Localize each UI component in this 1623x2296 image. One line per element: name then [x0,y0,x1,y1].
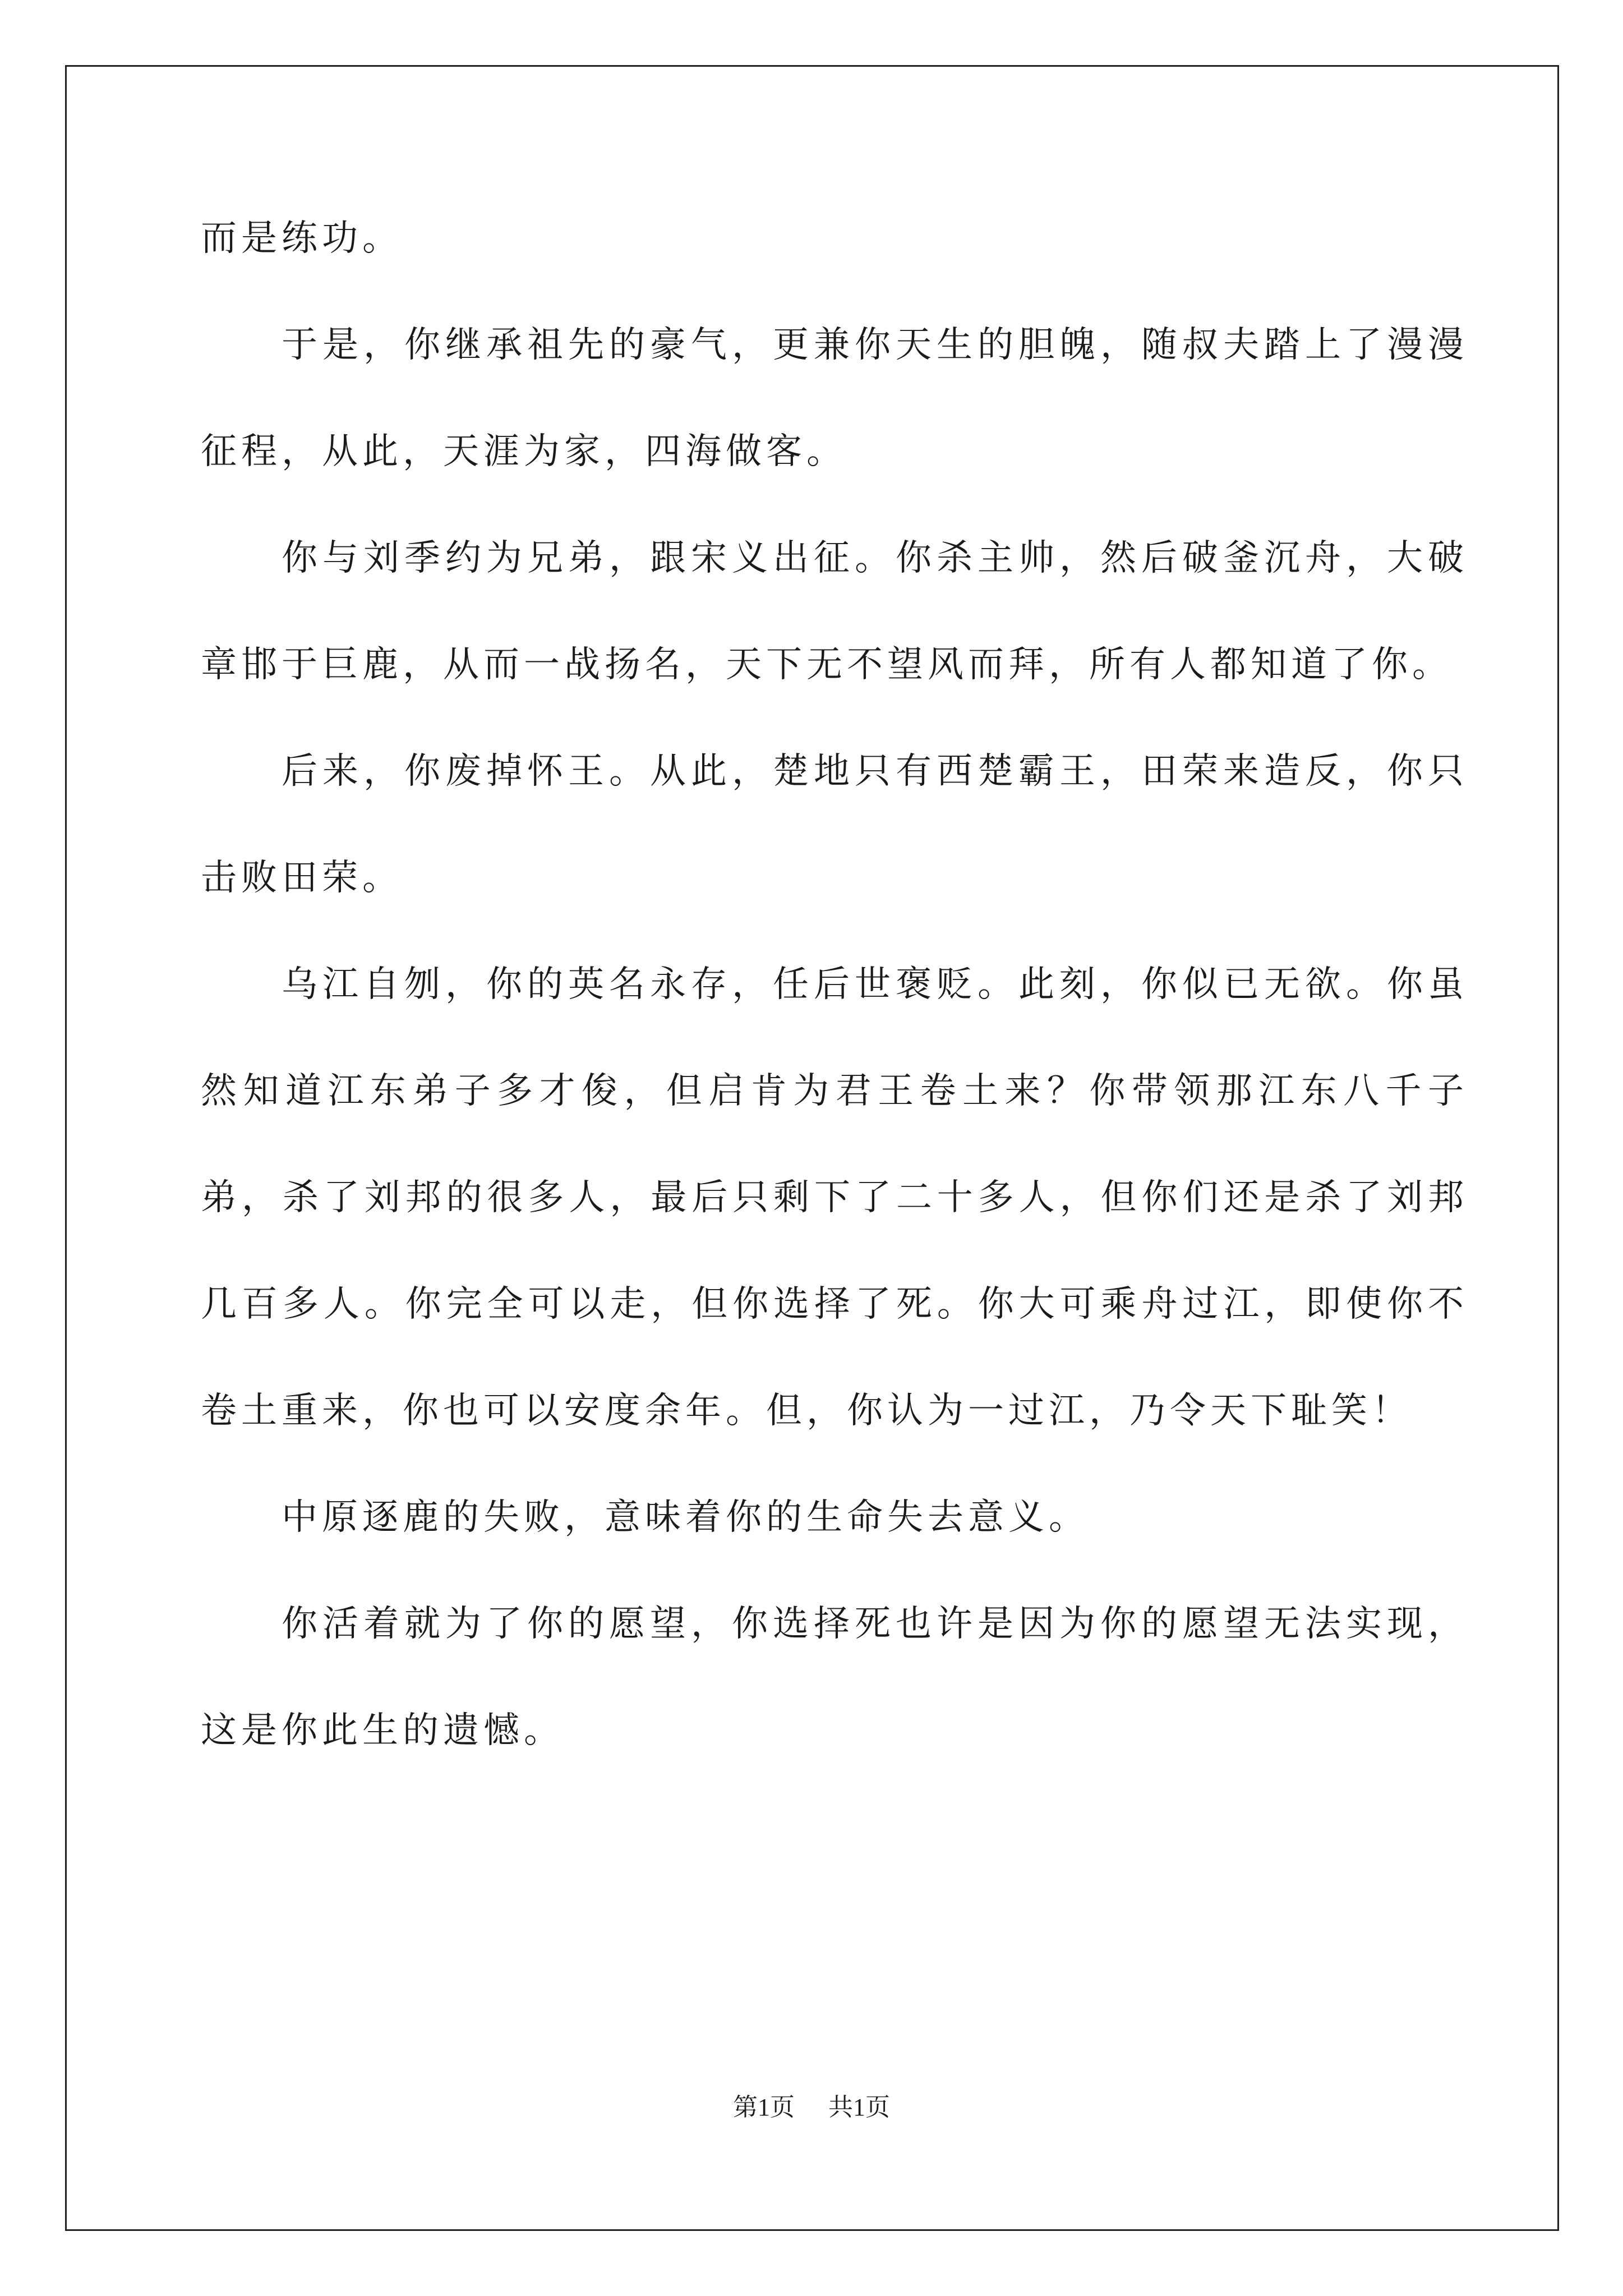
paragraph-3: 你与刘季约为兄弟，跟宋义出征。你杀主帅，然后破釜沉舟，大破章邯于巨鹿，从而一战扬名，天下无不望风而拜，所有人都知道了你。 [201,537,1468,685]
document-body [201,185,1468,1784]
paragraph-4: 后来，你废掉怀王。从此，楚地只有西楚霸王，田荣来造反，你只击败田荣。 [201,751,1468,899]
paragraph-2: 于是，你继承祖先的豪气，更兼你天生的胆魄，随叔夫踏上了漫漫征程，从此，天涯为家，四海做客。 [201,324,1468,472]
paragraph-1: 而是练功。 [201,218,403,259]
page-footer [0,2087,1623,2123]
page-number-current: 第1页 [733,2093,795,2121]
page-number-total: 共1页 [828,2093,890,2121]
paragraph-5: 乌江自刎，你的英名永存，任后世褒贬。此刻，你似已无欲。你虽然知道江东弟子多才俊，但启肯为君王卷土来？你带领那江东八千子弟，杀了刘邦的很多人，最后只剩下了二十多人，但你们还是杀了刘邦几百多人。你完全可以走，但你选择了死。你大可乘舟过江，即使你不卷土重来，你也可以安度余年。但，你认为一过江，乃令天下耻笑！ [201,964,1468,1432]
paragraph-7: 你活着就为了你的愿望，你选择死也许是因为你的愿望无法实现，这是你此生的遗憾。 [201,1603,1468,1751]
paragraph-6: 中原逐鹿的失败，意味着你的生命失去意义。 [282,1497,1089,1538]
